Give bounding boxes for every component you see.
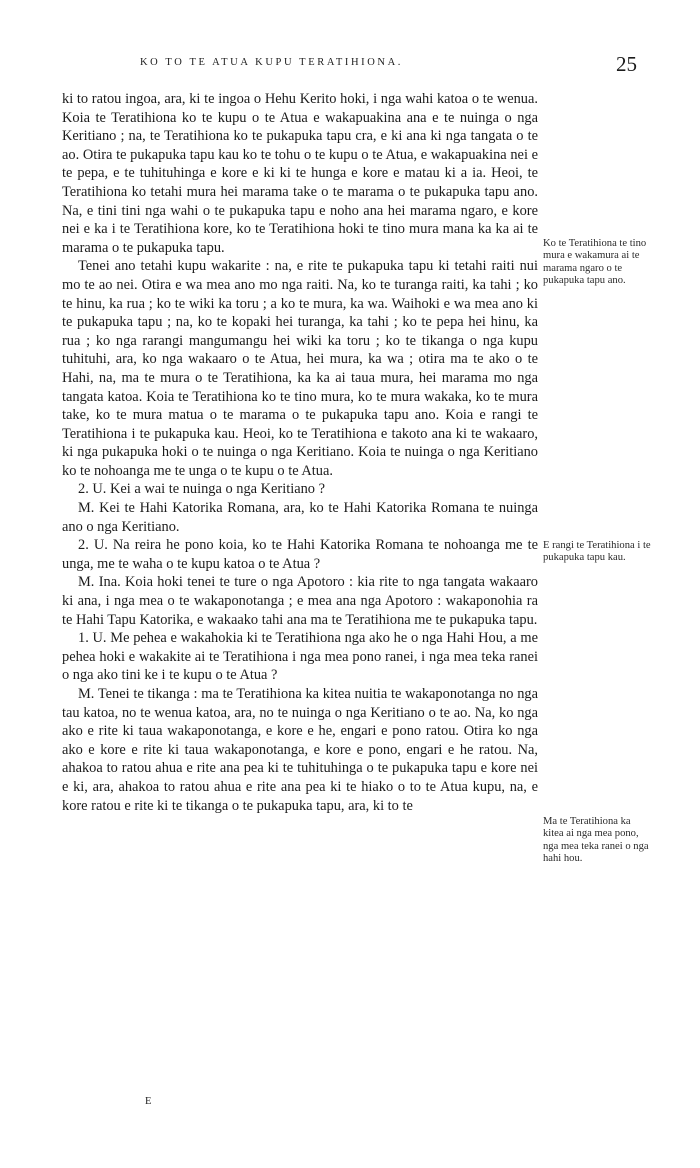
paragraph: ki to ratou ingoa, ara, ki te ingoa o Hehu Kerito hoki, i nga wahi katoa o te wenua. Koia te Teratihiona ko te kupu o te Atua e wakapuakina ana e te nuinga o nga Keritiano ; na, te Teratihiona ko te pukapuka tapu cra, e ki ana ki nga tangata o te ao. Otira te pukapuka tapu kau ko te tohu o te kupu o te Atua, e wakapuakina nei e te pepa, e te tuhituhinga e kore e ki ki te hunga e kore e matau ki a ia. Heoi, te Teratihiona ko tetahi mura hei marama take o te marama o te pukapuka tapu ano. Na, e tini tini nga wahi o te pukapuka tapu e noho ana hei marama ngaro, e kore nei e ka i te Teratihiona kore, ko te Teratihiona hoki te tino mura mana ka ka ai te marama o te pukapuka tapu. [62, 91, 538, 256]
margin-note: Ma te Teratihiona ka kitea ai nga mea pono, nga mea teka ranei o nga hahi hou. [543, 816, 649, 865]
running-head: KO TO TE ATUA KUPU TERATIHIONA. [140, 57, 403, 68]
page-number: 25 [616, 52, 637, 76]
paragraph: Tenei ano tetahi kupu wakarite : na, e rite te pukapuka tapu ki tetahi raiti nui mo te ao nei. Otira e wa mea ano mo nga raiti. Na, ko te turanga raiti, ka tahi ; ko te hinu, ka rua ; ko te wiki ka toru ; a ko te mura, ka wa. Waihoki e wa mea ano ki te pukapuka tapu ; na, ko te kopaki hei turanga, ka tahi ; ko te pepa hei hinu, ka rua ; ko nga rarangi mangumangu hei wiki ka toru ; ko te tikanga o nga kupu tuhituhi, ara, ko nga wakaaro o te Atua, hei mura, ka wa ; otira ma te ako o te Hahi, na, ma te mura o te Teratihiona, ka ka ai taua mura, hei marama mo nga tangata katoa. Koia te Teratihiona ko te tino mura, ko te mura wakaka, ko te mura take, ko te mura matua o te marama o te pukapuka tapu ano. Koia e rangi te Teratihiona i te pukapuka kau. Heoi, ko te Teratihiona e takoto ana ki te wakaaro, ki nga pukapuka hoki o te nuinga o nga Keritiano. Koia te nuinga o nga Keritiano ko te nohoanga me te unga o te kupu o te Atua. [62, 258, 538, 479]
signature-mark: E [145, 1096, 153, 1107]
answer: M. Kei te Hahi Katorika Romana, ara, ko te Hahi Katorika Romana te nuinga ano o nga Keritiano. [62, 500, 538, 535]
question: 1. U. Me pehea e wakahokia ki te Teratihiona nga ako he o nga Hahi Hou, a me pehea hoki e wakakite ai te Teratihiona i nga mea pono ranei, i nga mea teka ranei o nga ako tini ke i te kupu o te Atua ? [62, 630, 538, 684]
question: 2. U. Kei a wai te nuinga o nga Keritiano ? [78, 481, 325, 498]
margin-note: E rangi te Teratihiona i te pukapuka tapu kau. [543, 540, 651, 564]
main-text [62, 90, 538, 815]
question: 2. U. Na reira he pono koia, ko te Hahi Katorika Romana te nohoanga me te unga, me te waha o te kupu katoa o te Atua ? [62, 537, 538, 572]
page-header [0, 52, 700, 76]
answer: M. Ina. Koia hoki tenei te ture o nga Apotoro : kia rite to nga tangata wakaaro ki ana, i nga mea o te wakaponotanga ; e mea ana nga Apotoro : wakaponohia ra te Hahi Tapu Katorika, e wakaako tahi ana ma te Teratihiona me te pukapuka tapu. [62, 574, 538, 628]
margin-note: Ko te Teratihiona te tino mura e wakamura ai te marama ngaro o te pukapuka tapu ano. [543, 238, 647, 287]
answer: M. Tenei te tikanga : ma te Teratihiona ka kitea nuitia te wakaponotanga no nga tau katoa, no te wenua katoa, ara, no te nuinga o nga Keritiano o te ao. Na, ko nga ako e rite ki taua wakaponotanga, e kore e he, engari e pono ratou. Otira ko nga ako e kore e rite ki taua wakaponotanga, e kore e pono, engari e he ratou. Na, ahakoa to ratou ahua e rite ana pea ki te tuhituhinga o te pukapuka tapu e kore nei e ki, ara, ahakoa to ratou ahua e rite ana pea ki te hiako o to te Atua kupu, na, e kore ratou e rite ki te tikanga o te pukapuka tapu, ara, ki to te [62, 686, 538, 814]
